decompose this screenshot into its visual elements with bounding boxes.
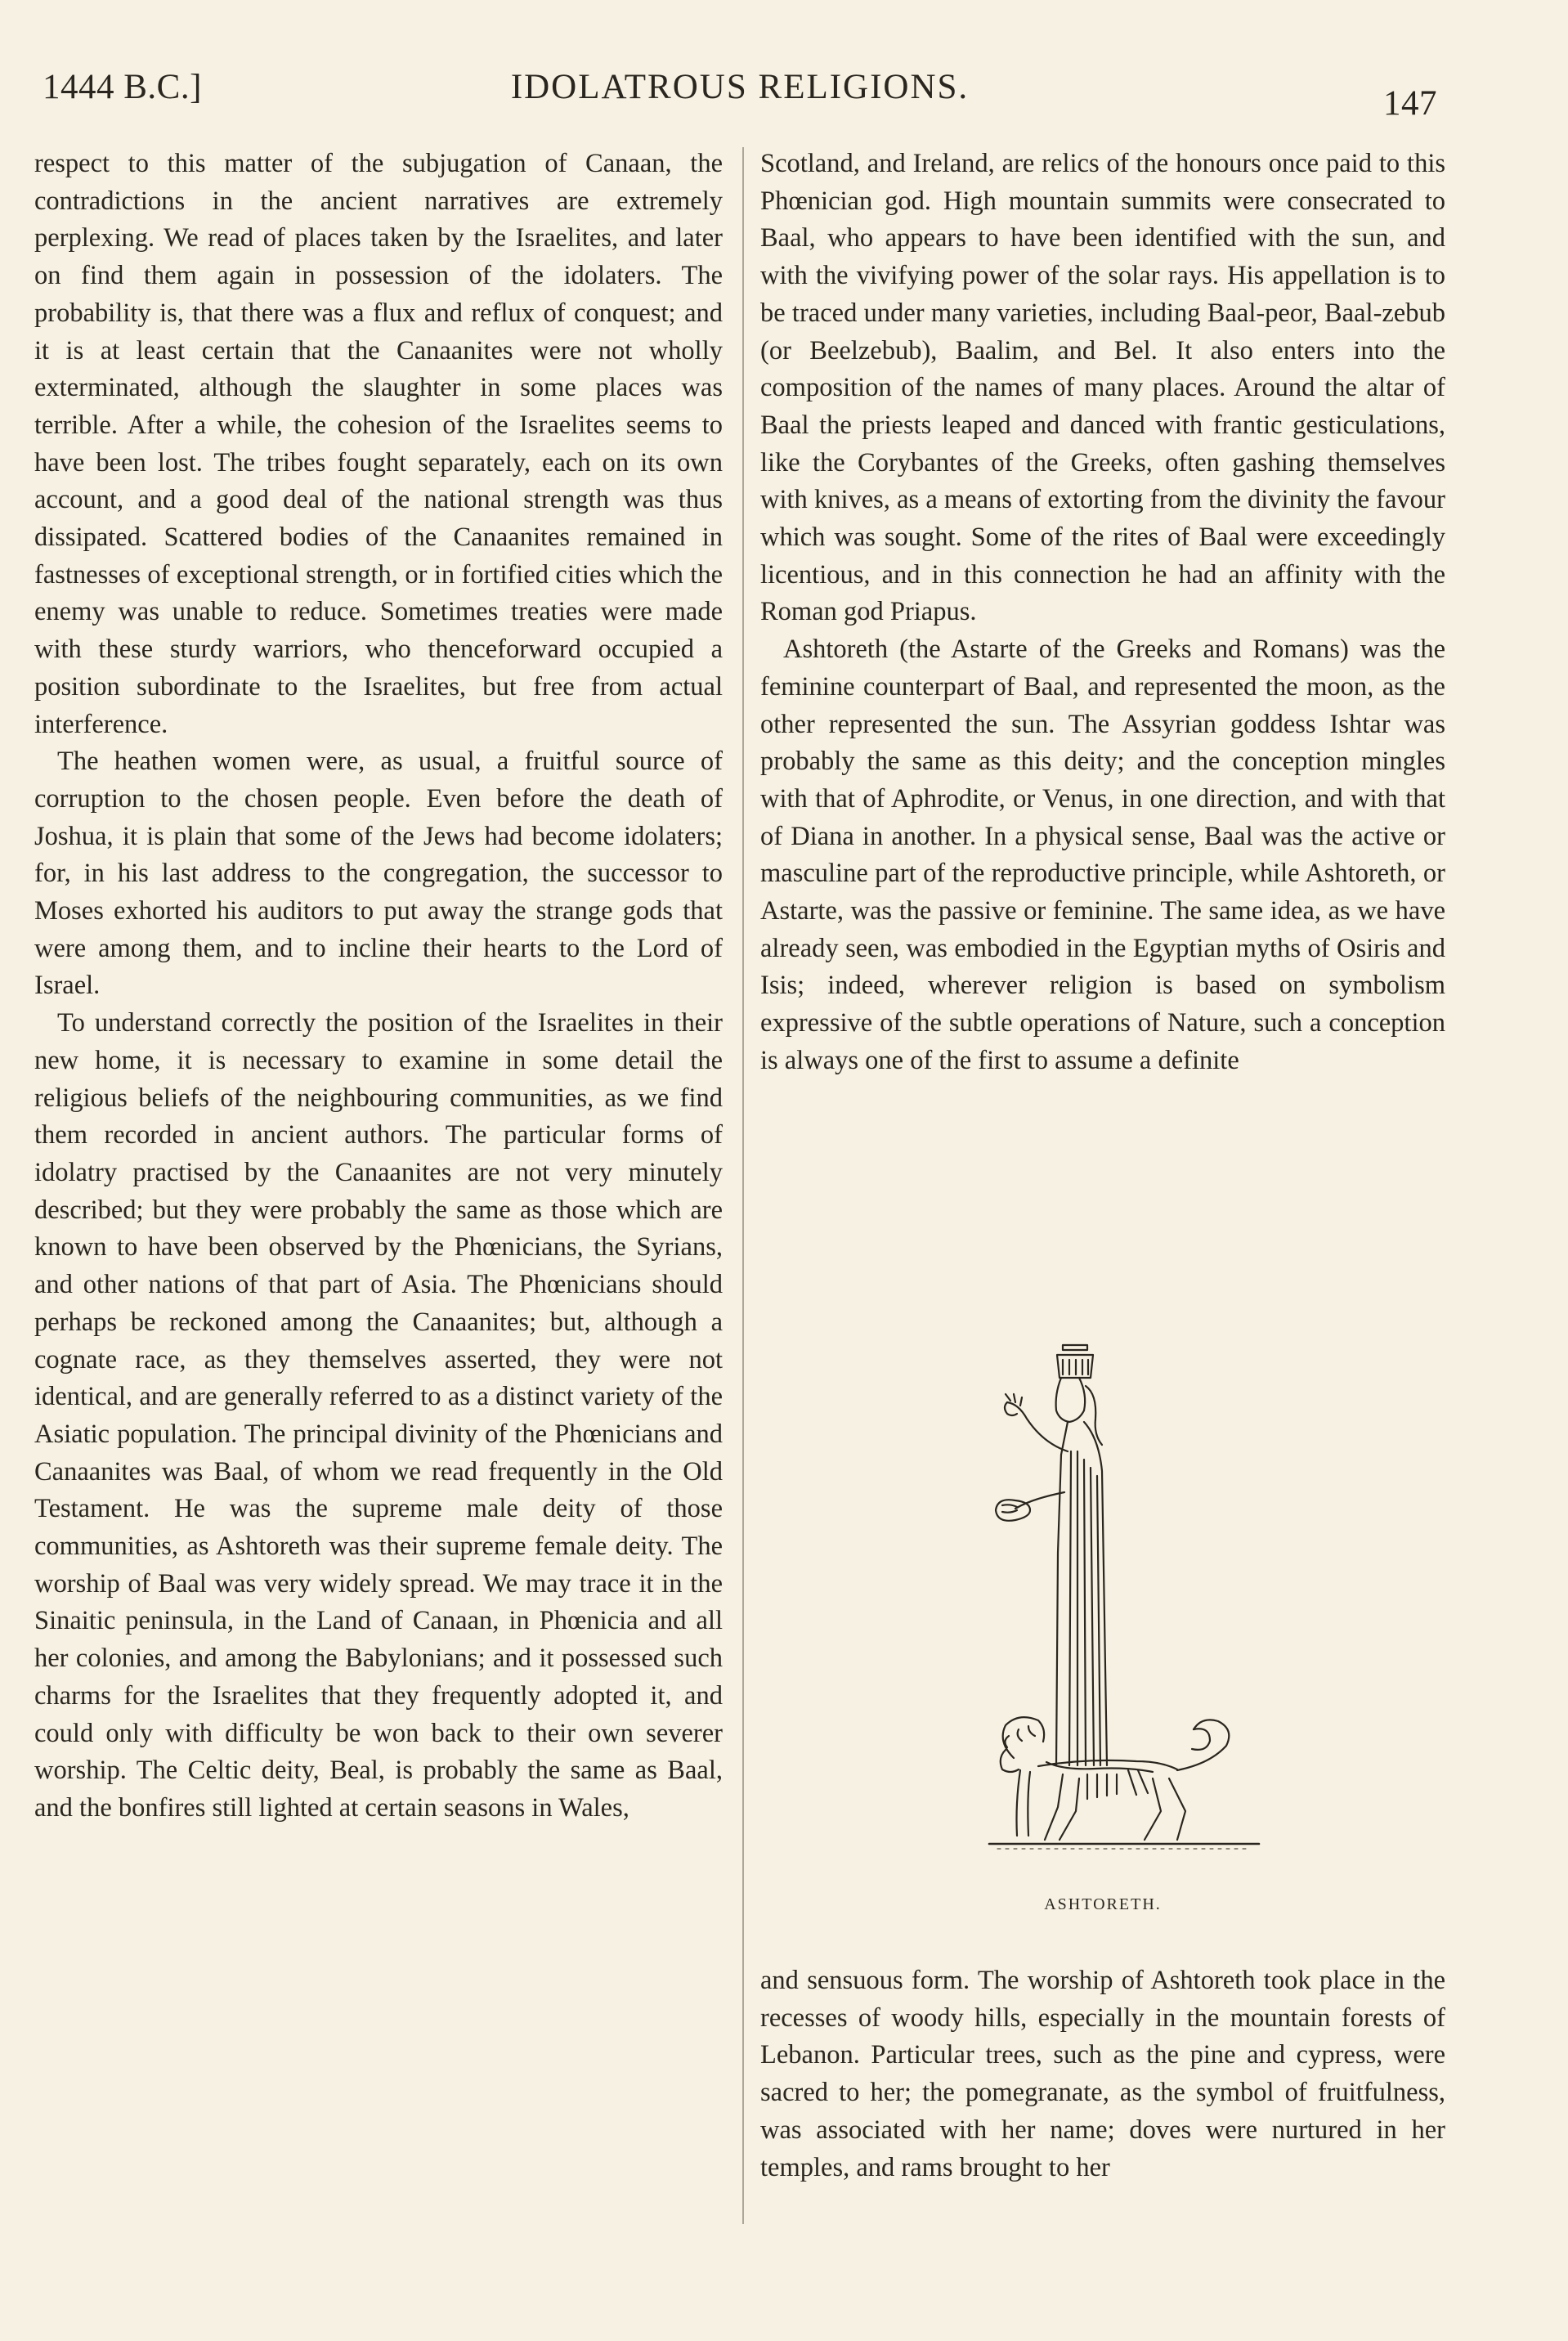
page-header (43, 67, 1437, 123)
left-paragraph-1: respect to this matter of the subjugation of Canaan, the contradictions in the ancient narratives are extremely perplexing. We read of places taken by the Israelites, and later on find them again in possession of the idolaters. The probability is, that there was a flux and reflux of conquest; and it is at least certain that the Canaanites were not wholly exterminated, although the slaughter in some places was terrible. After a while, the cohesion of the Israelites seems to have been lost. The tribes fought separately, each on its own account, and a good deal of the national strength was thus dissipated. Scattered bodies of the Canaanites remained in fastnesses of exceptional strength, or in fortified cities which the enemy was unable to reduce. Sometimes treaties were made with these sturdy warriors, who thenceforward occupied a position subordinate to the Israelites, but free from actual interference. (34, 149, 723, 739)
running-title: IDOLATROUS RELIGIONS. (510, 68, 970, 106)
left-paragraph-3: To understand correctly the position of the Israelites in their new home, it is necessary to examine in some detail the religious beliefs of the neighbouring communities, as we find them recorded in ancient authors. The particular forms of idolatry practised by the Canaanites are not very minutely described; but they were probably the same as those which are known to have been observed by the Phœnicians, the Syrians, and other nations of that part of Asia. The Phœnicians should perhaps be reckoned among the Canaanites; but, although a cognate race, as they themselves asserted, they were not identical, and are generally referred to as a distinct variety of the Asiatic population. The principal divinity of the Phœnicians and Canaanites was Baal, of whom we read frequently in the Old Testament. He was the supreme male deity of those communities, as Ashtoreth was their supreme female deity. The worship of Baal was very widely spread. We may trace it in the Sinaitic peninsula, in the Land of Canaan, in Phœnicia and all her colonies, and among the Babylonians; and it possessed such charms for the Israelites that they frequently adopted it, and could only with difficulty be won back to their own severer worship. The Celtic deity, Beal, is probably the same as Baal, and the bonfires still lighted at certain seasons in Wales, (34, 1008, 723, 1823)
right-paragraph-3: and sensuous form. The worship of Ashtoreth took place in the recesses of woody hills, especially in the mountain forests of Lebanon. Particular trees, such as the pine and cypress, were sacred to her; the pomegranate, as the symbol of fruitfulness, was associated with her name; doves were nurtured in her temples, and rams brought to her (760, 1966, 1445, 2182)
right-column (760, 146, 1445, 1080)
ashtoreth-illustration (924, 1337, 1284, 1868)
right-paragraph-1: Scotland, and Ireland, are relics of the honours once paid to this Phœnician god. High mountain summits were consecrated to Baal, who appears to have been identified with the sun, and with the vivifying power of the solar rays. His appellation is to be traced under many varieties, including Baal-peor, Baal-zebub (or Beelzebub), Baalim, and Bel. It also enters into the composition of the names of many places. Around the altar of Baal the priests leaped and danced with frantic gesticulations, like the Corybantes of the Greeks, often gashing themselves with knives, as a means of extorting from the divinity the favour which was sought. Some of the rites of Baal were exceedingly licentious, and in this connection he had an affinity with the Roman god Priapus. (760, 149, 1445, 627)
column-divider (742, 147, 744, 2224)
left-paragraph-2: The heathen women were, as usual, a fruitful source of corruption to the chosen people. Even before the death of Joshua, it is plain that some of the Jews had become idolaters; for, in his last address to the congregation, the successor to Moses exhorted his auditors to put away the strange gods that were among them, and to incline their hearts to the Lord of Israel. (34, 747, 723, 1001)
page-number: 147 (1383, 84, 1437, 123)
right-paragraph-2: Ashtoreth (the Astarte of the Greeks and Romans) was the feminine counterpart of Baal, and represented the moon, as the other represented the sun. The Assyrian goddess Ishtar was probably the same as this deity; and the conception mingles with that of Aphrodite, or Venus, in one direction, and with that of Diana in another. In a physical sense, Baal was the active or masculine part of the reproductive principle, while Ashtoreth, or Astarte, was the passive or feminine. The same idea, as we have already seen, was embodied in the Egyptian myths of Osiris and Isis; indeed, wherever religion is based on symbolism expressive of the subtle operations of Nature, such a conception is always one of the first to assume a definite (760, 635, 1445, 1075)
figure-caption: ASHTORETH. (1044, 1895, 1162, 1913)
left-column (34, 146, 723, 1828)
header-date: 1444 B.C.] (43, 68, 202, 106)
right-column-continued (760, 1962, 1445, 2186)
